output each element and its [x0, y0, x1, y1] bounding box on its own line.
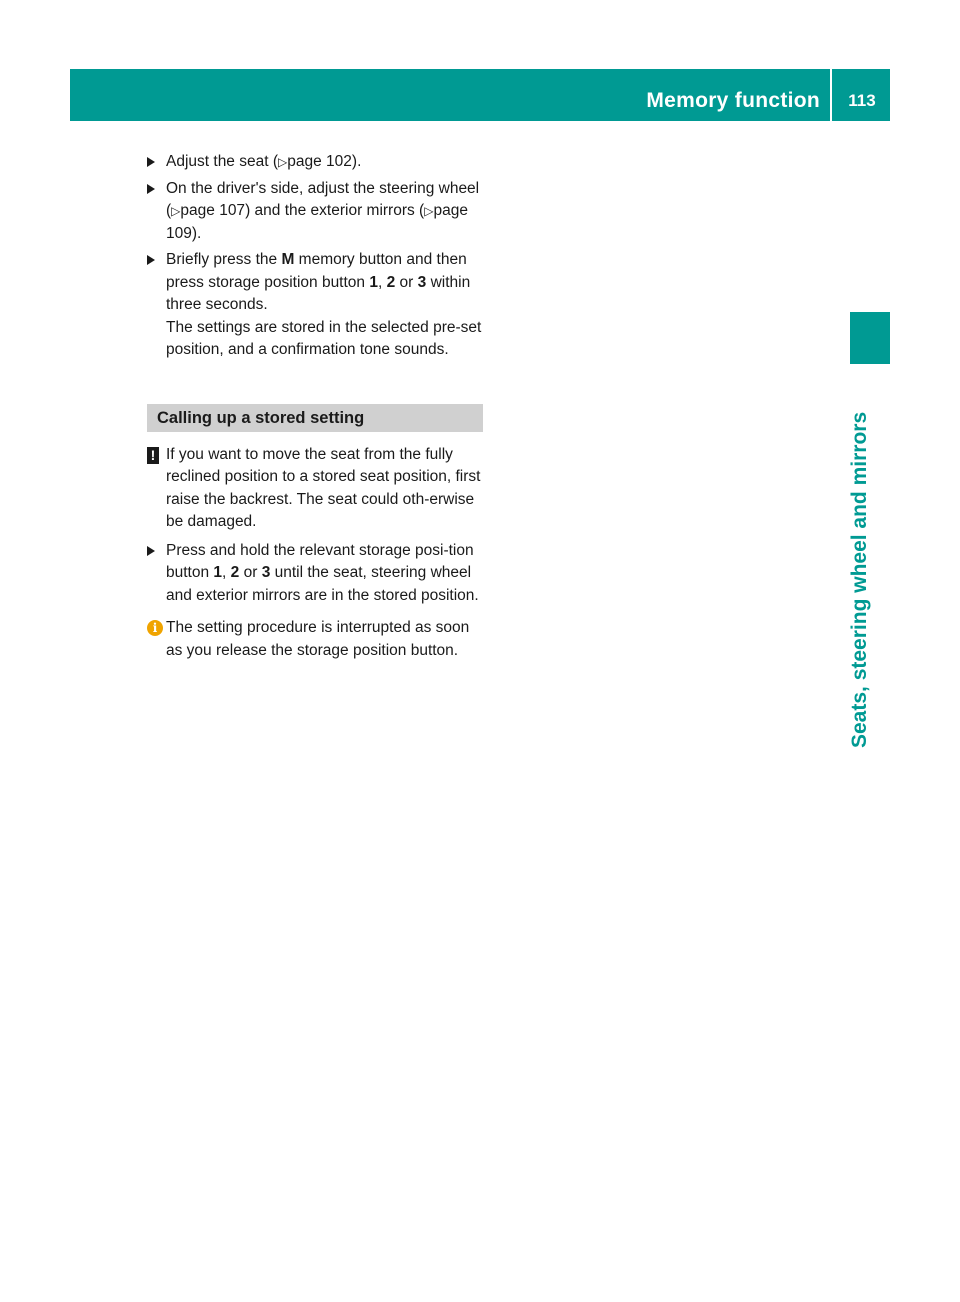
step-text: until the seat, steering wheel and exterior mirrors are in the stored position.	[166, 564, 479, 604]
page-reference-arrow-icon: ▷	[171, 204, 181, 218]
section-heading: Calling up a stored setting	[147, 404, 483, 432]
triangle-bullet-icon	[147, 255, 155, 265]
step-text: ) and the exterior mirrors (	[245, 202, 425, 219]
separator: or	[395, 273, 418, 291]
separator: or	[239, 564, 262, 581]
step-result: The settings are stored in the selected pre-set position, and a confirmation tone sounds.	[166, 318, 482, 358]
page-reference-link[interactable]: page 109	[166, 202, 468, 242]
memory-button-label: M	[281, 251, 295, 268]
separator: ,	[377, 273, 387, 291]
page-number: 113	[848, 91, 876, 110]
page-reference-arrow-icon: ▷	[424, 204, 434, 218]
instruction-step	[147, 540, 483, 608]
main-content	[147, 151, 483, 668]
position-button-label: 3	[417, 273, 427, 291]
triangle-bullet-icon	[147, 546, 155, 556]
step-text: Adjust the seat (	[166, 153, 279, 170]
position-button-label: 1	[369, 273, 378, 291]
step-text: Briefly press the	[166, 251, 282, 268]
page-reference-link[interactable]: page 102	[287, 153, 352, 170]
chapter-tab-label: Seats, steering wheel and mirrors	[848, 411, 871, 748]
step-text: within three seconds.	[166, 273, 471, 313]
step-text: Press and hold the relevant storage posi-tion button	[166, 541, 474, 581]
instruction-step	[147, 151, 483, 174]
page-title: Memory function	[646, 89, 820, 112]
header-bar	[70, 69, 890, 121]
info-note	[147, 617, 483, 662]
info-text: The setting procedure is interrupted as soon as you release the storage position button.	[166, 619, 470, 659]
triangle-bullet-icon	[147, 184, 155, 194]
step-text: ).	[351, 153, 362, 170]
exclamation-icon: !	[147, 447, 159, 464]
instruction-step	[147, 249, 483, 362]
step-text: memory button and then press storage position button	[166, 251, 467, 291]
warning-note	[147, 444, 483, 534]
instruction-step	[147, 178, 483, 246]
step-text: On the driver's side, adjust the steering wheel (	[166, 179, 480, 219]
step-text: ).	[191, 224, 202, 242]
separator: ,	[222, 564, 231, 581]
triangle-bullet-icon	[147, 157, 155, 167]
warning-text: If you want to move the seat from the fully reclined position to a stored seat position, first raise the backrest. The seat could oth-erwise be damaged.	[166, 445, 481, 530]
position-button-label: 1	[213, 564, 223, 581]
position-button-label: 2	[386, 273, 396, 291]
page-reference-arrow-icon: ▷	[278, 155, 288, 169]
header-divider	[830, 69, 832, 121]
chapter-tab-marker	[850, 312, 890, 364]
position-button-label: 3	[261, 564, 271, 581]
position-button-label: 2	[230, 564, 240, 581]
page-reference-link[interactable]: page 107	[180, 202, 246, 219]
info-icon: i	[147, 620, 163, 636]
